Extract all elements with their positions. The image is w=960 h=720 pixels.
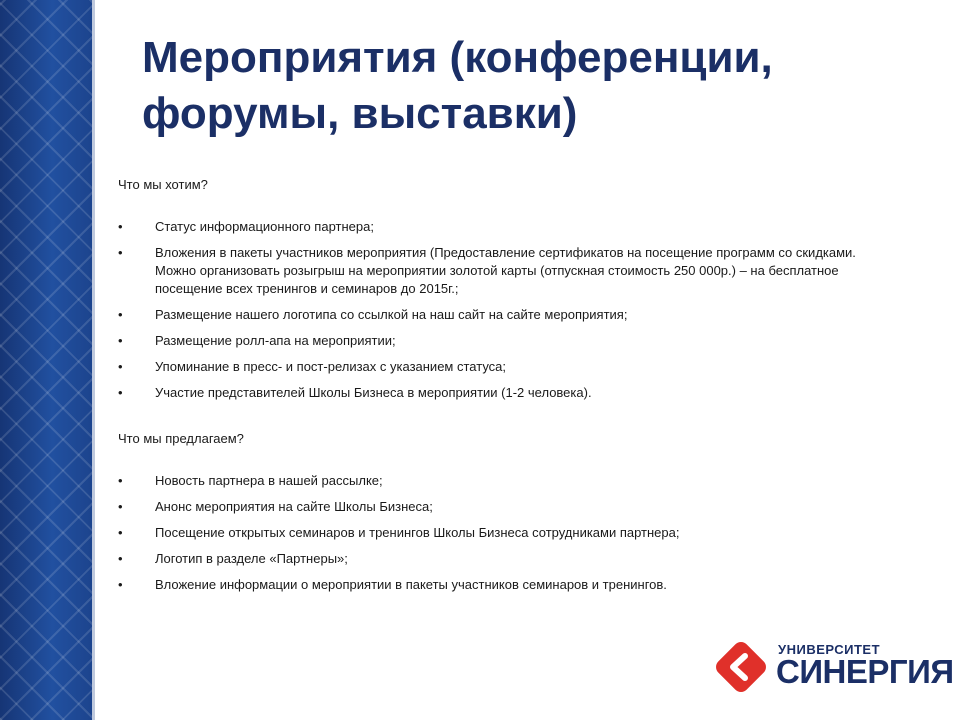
list-item — [118, 358, 898, 376]
slide-title: Мероприятия (конференции, форумы, выставки) — [142, 33, 773, 138]
list-item-text: Новость партнера в нашей рассылке; — [155, 473, 383, 488]
bullet-dot: • — [118, 473, 123, 488]
bullet-dot: • — [118, 525, 123, 540]
synergy-logo — [712, 632, 954, 692]
list-item-text: Размещение нашего логотипа со ссылкой на наш сайт на сайте мероприятия; — [155, 307, 628, 322]
offers-heading: Что мы предлагаем? — [118, 431, 244, 446]
list-item — [118, 576, 898, 594]
logo-university-text: УНИВЕРСИТЕТ — [778, 642, 881, 657]
list-item-text: Анонс мероприятия на сайте Школы Бизнеса; — [155, 499, 433, 514]
list-item — [118, 306, 898, 324]
bullet-dot: • — [118, 245, 123, 260]
list-item — [118, 218, 898, 236]
bullet-dot: • — [118, 385, 123, 400]
list-item-text: Логотип в разделе «Партнеры»; — [155, 551, 348, 566]
list-item-text: Вложения в пакеты участников мероприятия (Предоставление сертификатов на посещение программ со скидками. Можно организовать розыгрыш на мероприятии золотой карты (отпускная стоимость 250 000р.) – на бесплатное посещение всех тренингов и семинаров до 2015г.; — [155, 245, 856, 296]
list-item — [118, 472, 898, 490]
list-item-text: Вложение информации о мероприятии в пакеты участников семинаров и тренингов. — [155, 577, 667, 592]
list-item-text: Статус информационного партнера; — [155, 219, 374, 234]
list-item — [118, 244, 898, 298]
list-item-text: Участие представителей Школы Бизнеса в мероприятии (1-2 человека). — [155, 385, 592, 400]
list-item — [118, 384, 898, 402]
wants-heading: Что мы хотим? — [118, 177, 208, 192]
side-band-edge — [92, 0, 95, 720]
bullet-dot: • — [118, 307, 123, 322]
list-item-text: Размещение ролл-апа на мероприятии; — [155, 333, 396, 348]
list-item — [118, 332, 898, 350]
bullet-dot: • — [118, 359, 123, 374]
slide-content — [118, 176, 898, 602]
bullet-dot: • — [118, 499, 123, 514]
bullet-dot: • — [118, 577, 123, 592]
list-item — [118, 498, 898, 516]
wants-list — [118, 218, 898, 402]
list-item — [118, 524, 898, 542]
list-item-text: Посещение открытых семинаров и тренингов Школы Бизнеса сотрудниками партнера; — [155, 525, 680, 540]
list-item — [118, 550, 898, 568]
list-item-text: Упоминание в пресс- и пост-релизах с указанием статуса; — [155, 359, 507, 374]
offers-list — [118, 472, 898, 594]
logo-synergy-text: СИНЕРГИЯ — [776, 653, 954, 690]
bullet-dot: • — [118, 551, 123, 566]
bullet-dot: • — [118, 333, 123, 348]
decorative-side-band — [0, 0, 95, 720]
bullet-dot: • — [118, 219, 123, 234]
synergy-diamond-logo-icon — [712, 638, 770, 696]
